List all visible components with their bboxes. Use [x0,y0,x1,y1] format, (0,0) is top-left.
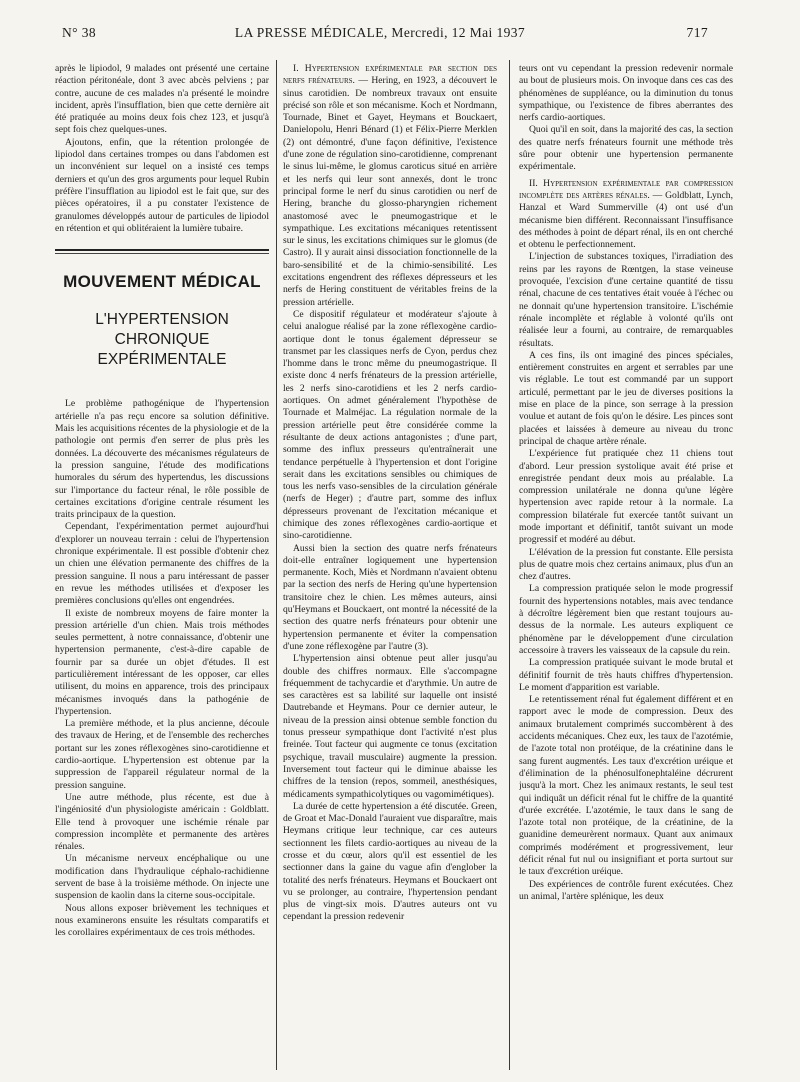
paragraph-text: — Hering, en 1923, a découvert le sinus carotidien. De nombreux travaux ont ensuite précisé son rôle et son mécanisme. Koch et Nordmann, Tournade, Binet et Gayet, Heymans et Bouckaert, Danielopolu, Henri Bénard (1) et Félix-Pierre Merklen (2) ont démontré, d'une façon définitive, l'existence d'une zone de régulation sino-carotidienne, comprenant le sinus lui-même, le glomus caroticus situé en arrière et les nerfs qui leur sont annexés, dont le tronc principal forme le nerf du sinus carotidien ou nerf de Hering, branche du glosso-pharyngien richement anastomosé avec le pneumogastrique et le sympathique. Les excitations mécaniques retentissent sur le sinus, les excitations chimiques sur le glomus (de Castro). Il y aurait ainsi dissociation fonctionnelle de la baro-sensibilité et de la chimio-sensibilité. Les excitations engendrent des réflexes dépresseurs et les nerfs de Hering constituent de véritables freins de la pression artérielle. [283,75,497,308]
paragraph: Un mécanisme nerveux encéphalique ou une modification dans l'hydraulique céphalo-rachidienne servent de base à la troisième méthode. On injecte une suspension de kaolin dans la citerne sous-occipitale. [55,853,269,902]
section-divider [55,249,269,251]
section-title: MOUVEMENT MÉDICAL [63,272,261,292]
paragraph [283,63,497,309]
paragraph: Cependant, l'expérimentation permet aujourd'hui d'explorer un nouveau terrain : celui de l'hypertension chronique expérimentale. Il est possible d'obtenir chez un chien une élévation permanente des chiffres de la pression sanguine. Il nous a paru intéressant de passer en revue les méthodes utilisées et d'exposer les premières conclusions qu'elles ont engendrées. [55,521,269,607]
paragraph: A ces fins, ils ont imaginé des pinces spéciales, entièrement construites en argent et serrables par une vis réglable. Le tout est commandé par un support articulé, permettant par le jeu de diverses positions la mise en place de la pince, son serrage à la pression voulue et autant de fois qu'on le désire. Les pinces sont placées et laissées à demeure au niveau du tronc principal de chaque artère rénale. [519,349,733,447]
paragraph-text: — Goldblatt, Lynch, Hanzal et Ward Summerville (4) ont usé d'un mécanisme bien différent. Reconnaissant l'insuffisance des méthodes à point de départ rénal, ils en ont cherché et obtenu le perfectionnement. [519,189,733,251]
paragraph: Une autre méthode, plus récente, est due à l'ingéniosité d'un physiologiste américain : Goldblatt. Elle tend à provoquer une ischémie rénale par compression incomplète et permanente des artères rénales. [55,791,269,853]
paragraph: L'hypertension ainsi obtenue peut aller jusqu'au double des chiffres normaux. Elle s'accompagne fréquemment de tachycardie et d'arythmie. Un autre de ses caractères est sa labilité sur laquelle ont insisté Dautrebande et Heymans. Pour ce dernier auteur, le niveau de la pression ainsi obtenue semble fonction du tonus presseur sympathique dont l'activité n'est plus freinée. Tout facteur qui augmente ce tonus (excitation psychique, travail musculaire) augmente la pression. Inversement tout facteur qui le diminue abaisse les chiffres de la tension (repos, sommeil, anesthésiques, médicaments sympathicolytiques ou vagomimétiques). [283,653,497,800]
paragraph: La durée de cette hypertension a été discutée. Green, de Groat et Mac-Donald l'auraient vue disparaître, mais Heymans critique leur technique, car ces auteurs sectionnent les filets cardio-aortiques au niveau de la crosse et du cœur, alors qu'il est essentiel de les sectionner dans la gaine du vague afin d'englober la totalité des nerfs frénateurs. Heymans et Bouckaert ont vu se prolonger, au contraire, l'hypertension pendant plus de vingt-six mois. D'autres auteurs ont vu cependant la pression redevenir [283,800,497,923]
paragraph: Des expériences de contrôle furent exécutées. Chez un animal, l'artère splénique, les deux [519,878,733,902]
paragraph: L'injection de substances toxiques, l'irradiation des reins par les rayons de Rœntgen, la stase veineuse provoquée, l'excision d'une certaine quantité de tissu rénal, chacune de ces tentatives était vouée à l'échec ou ne donnait qu'une hypertension transitoire. L'ischémie rénale incomplète et réglable à volonté qu'ils ont réalisée leur a fourni, au contraire, de remarquables résultats. [519,251,733,349]
paragraph: Aussi bien la section des quatre nerfs frénateurs doit-elle entraîner logiquement une hypertension permanente. Koch, Miès et Nordmann n'avaient obtenu par la section des nerfs de Hering qu'une hypertension transitoire chez le chien. Les mêmes auteurs, ainsi qu'Heymans et Bouckaert, ont montré la nécessité de la section des quatre nerfs frénateurs pour obtenir une hypertension permanente et éviter la compensation d'une zone réflexogène par l'autre (3). [283,542,497,652]
paragraph: La compression pratiquée suivant le mode brutal et définitif fournit de très hauts chiffres d'hypertension. Le moment d'apparition est variable. [519,657,733,693]
page-header [52,10,708,40]
subsection-heading: I. Hypertension expérimentale par section des nerfs frénateurs. [283,63,497,87]
paragraph: Il existe de nombreux moyens de faire monter la pression artérielle d'un chien. Mais trois méthodes seules permettent, à notre connaissance, d'obtenir une hypertension permanente, c'est-à-dire capable de fournir par sa durée un objet d'études. Il est particulièrement intéressant de les opposer, car elles utilisent, du moins en apparence, trois des principaux mécanismes invoqués dans la pathogénie de l'hypertension. [55,607,269,717]
column-3 [519,63,733,1068]
column-2 [283,63,497,1068]
paragraph: Quoi qu'il en soit, dans la majorité des cas, la section des quatre nerfs frénateurs fournit une méthode très sûre pour obtenir une hypertension permanente expérimentale. [519,124,733,173]
paragraph: L'élévation de la pression fut constante. Elle persista plus de quatre mois chez certains animaux, plus d'un an chez d'autres. [519,546,733,583]
paragraph: teurs ont vu cependant la pression redevenir normale au bout de plusieurs mois. On invoque dans ces cas des phénomènes de suppléance, ou la diminution du tonus sympathique, ou l'existence de fibres aberrantes des nerfs cardio-aortiques. [519,63,733,124]
page-number: 717 [686,25,708,40]
paragraph: L'expérience fut pratiquée chez 11 chiens tout d'abord. Leur pression systolique avait été prise et enregistrée pendant deux mois au préalable. La compression unilatérale ne donna qu'une légère hypertension avec rapide retour à la normale. La compression bilatérale fut exercée tantôt suivant un mode important et définitif, tantôt suivant un mode progressif et modéré au début. [519,448,733,546]
paragraph: Nous allons exposer brièvement les techniques et nous examinerons ensuite les résultats comparatifs et les corollaires expérimentaux de ces trois méthodes. [55,902,269,939]
paragraph: Le retentissement rénal fut également différent et en rapport avec le mode de compression. Deux des animaux brutalement comprimés succombèrent à des accidents mécaniques. Chez eux, les taux de l'azotémie, de l'azote total non protéique, de la créatinine dans le sang furent augmentés. Les taux d'excrétion uréique et d'élimination de la phénosulfonephtaléine décrurent jusqu'à la mort. Chez les animaux restants, le seul test qui indiquât un déficit rénal fut le chiffre de la quantité d'urée excrétée. L'azotémie, le taux dans le sang de l'azote total non protéique, de la créatinine, de la guanidine demeurèrent normaux. Quant aux animaux comprimés modérément et progressivement, leur déficit rénal fut nul ou insignifiant et porta surtout sur le taux d'excrétion uréique. [519,694,733,878]
paragraph: Ajoutons, enfin, que la rétention prolongée de lipiodol dans certaines trompes ou dans l'abdomen est un inconvénient sur lequel on a insisté ces temps derniers et qu'un des gros arguments pour lequel Rubin préfère l'insufflation au lipiodol est le fait que, sur des pièces opératoires, il a pu constater l'existence de granulomes développés autour de particules de lipiodol en rétention et qui oblitéraient la lumière tubaire. [55,136,269,234]
section-divider-thin [55,253,269,254]
column-divider-1 [276,60,277,1070]
journal-title: LA PRESSE MÉDICALE, Mercredi, 12 Mai 1937 [234,25,526,40]
paragraph [519,178,733,252]
subsection-heading: II. Hypertension expérimentale par compression incomplète des artères rénales. [519,177,733,201]
column-divider-2 [509,60,510,1070]
paragraph: La compression pratiquée selon le mode progressif fournit des hypertensions notables, mais avec tendance à décroître légèrement bien que restant toujours au-dessus de la normale. Les auteurs expliquent ce phénomène par le développement d'une circulation accessoire à travers les vaisseaux de la capsule du rein. [519,583,733,656]
article-title: L'HYPERTENSION CHRONIQUE EXPÉRIMENTALE [95,311,229,369]
paragraph: Le problème pathogénique de l'hypertension artérielle n'a pas reçu encore sa solution définitive. Mais les acquisitions récentes de la physiologie et de la pathologie ont permis d'en serrer de plus près les données. La découverte des mécanismes régulateurs de la pression sanguine, l'étude des modifications humorales du sérum des hypertendus, les discussions sur l'importance du facteur rénal, le rôle possible de certaines excitations d'origine centrale résument les traits principaux de la question. [55,398,269,521]
paragraph: Ce dispositif régulateur et modérateur s'ajoute à celui analogue réalisé par la zone réflexogène cardio-aortique dont le tonus également dépresseur se transmet par les classiques nerfs de Cyon, perdus chez l'homme dans le tronc même du pneumogastrique. Il existe donc 4 nerfs frénateurs de la pression artérielle, les 2 nerfs sino-carotidiens et les 2 nerfs cardio-aortiques. On admet généralement l'hypothèse de Tournade et Malméjac. La régulation normale de la pression artérielle peut être considérée comme la résultante de deux actions antagonistes ; d'une part, somme des influx presseurs qu'entraînerait une tendance perpétuelle à l'hypertension et dont l'origine serait dans les excitations sensibles ou chimiques de tous les nerfs vaso-sensibles de la circulation générale (nerfs de Heger) ; d'autre part, somme des influx dépresseurs provenant de l'excitation mécanique et chimique des zones réflexogènes cardio-aortique et sino-carotidienne. [283,308,497,542]
paragraph: après le lipiodol, 9 malades ont présenté une certaine réaction péritonéale, dont 3 avec abcès pelviens ; par contre, aucune de ces malades n'a présenté le moindre incident, après l'insufflation, bien que cette dernière ait été pratiquée au moins deux fois chez 123, et jusqu'à sept fois chez quelques-unes. [55,63,269,136]
column-1 [55,63,269,1068]
paragraph: La première méthode, et la plus ancienne, découle des travaux de Hering, et de l'ensemble des recherches portant sur les zones réflexogènes sino-carotidienne et cardio-aortique. L'hypertension est obtenue par la suppression de l'appareil régulateur normal de la pression sanguine. [55,718,269,791]
issue-number: N° 38 [62,25,97,40]
